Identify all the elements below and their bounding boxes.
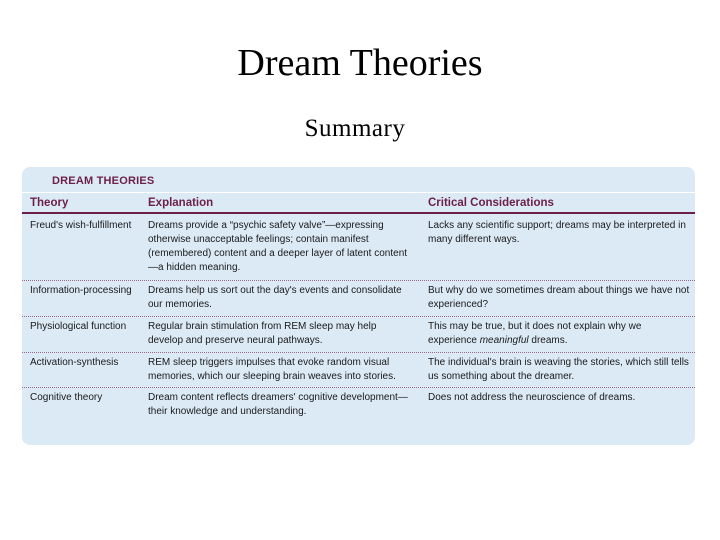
row-divider	[22, 316, 695, 317]
slide-subtitle: Summary	[304, 115, 406, 142]
explanation-cell: Dreams help us sort out the day's events and consolidate our memories.	[148, 285, 402, 310]
critical-cell: Does not address the neuroscience of dreams.	[428, 392, 636, 403]
dream-theories-table	[22, 167, 695, 445]
critical-cell: The individual's brain is weaving the stories, which still tells us something about the dreamer.	[428, 357, 689, 382]
column-header-explanation: Explanation	[148, 197, 214, 209]
heading-divider	[22, 192, 695, 193]
header-divider	[22, 212, 695, 214]
critical-cell	[428, 320, 690, 348]
column-header-critical-considerations: Critical Considerations	[428, 197, 554, 209]
critical-cell: But why do we sometimes dream about things we have not experienced?	[428, 285, 690, 310]
theory-cell: Cognitive theory	[30, 392, 103, 403]
theory-cell: Physiological function	[30, 321, 127, 332]
critical-emphasis: meaningful	[479, 335, 529, 346]
explanation-cell: Dream content reflects dreamers' cognitive development—their knowledge and understanding.	[148, 392, 408, 417]
row-divider	[22, 387, 695, 388]
theory-cell: Freud's wish-fulfillment	[30, 220, 132, 231]
row-divider	[22, 352, 695, 353]
critical-cell: Lacks any scientific support; dreams may be interpreted in many different ways.	[428, 220, 686, 245]
theory-cell: Information-processing	[30, 285, 132, 296]
explanation-cell: REM sleep triggers impulses that evoke random visual memories, which our sleeping brain weaves into stories.	[148, 357, 396, 382]
slide-title: Dream Theories	[237, 42, 483, 84]
row-divider	[22, 280, 695, 281]
critical-text: This may be true, but it does not explain why we experience	[428, 321, 642, 346]
explanation-cell: Regular brain stimulation from REM sleep may help develop and preserve neural pathways.	[148, 321, 377, 346]
critical-text-end: dreams.	[528, 335, 568, 346]
explanation-cell: Dreams provide a “psychic safety valve”—expressing otherwise unacceptable feelings; contain manifest (remembered) content and a deeper layer of latent content—a hidden meaning.	[148, 220, 408, 273]
theory-cell: Activation-synthesis	[30, 357, 119, 368]
column-header-theory: Theory	[30, 197, 69, 209]
table-heading: DREAM THEORIES	[52, 175, 155, 187]
